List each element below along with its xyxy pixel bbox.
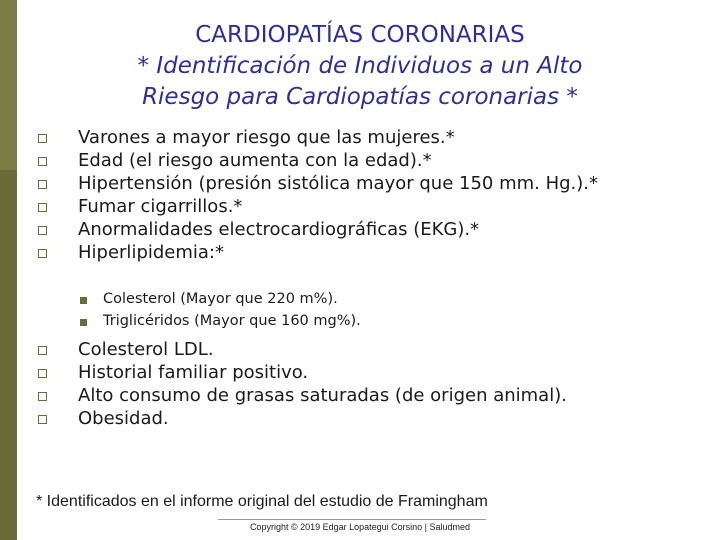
hollow-square-bullet-icon — [38, 369, 47, 378]
hollow-square-bullet-icon — [38, 203, 47, 212]
list-item — [38, 218, 598, 241]
list-item-text: Colesterol LDL. — [78, 339, 214, 360]
list-item — [38, 338, 567, 361]
list-item — [38, 361, 567, 384]
filled-square-bullet-icon — [80, 319, 87, 326]
list-item — [38, 195, 598, 218]
hollow-square-bullet-icon — [38, 157, 47, 166]
list-item-text: Alto consumo de grasas saturadas (de origen animal). — [78, 385, 567, 406]
copyright-notice: Copyright © 2019 Edgar Lopategui Corsino | Saludmed — [249, 522, 471, 532]
list-item-text: Anormalidades electrocardiográficas (EKG).* — [78, 219, 480, 240]
sub-list-item-text: Triglicéridos (Mayor que 160 mg%). — [103, 313, 361, 329]
slide-title — [30, 20, 690, 113]
list-item — [38, 172, 598, 195]
list-item-text: Hiperlipidemia:* — [78, 242, 224, 263]
list-item-text: Varones a mayor riesgo que las mujeres.* — [78, 127, 455, 148]
list-item — [38, 384, 567, 407]
filled-square-bullet-icon — [80, 297, 87, 304]
hollow-square-bullet-icon — [38, 180, 47, 189]
list-item — [38, 407, 567, 430]
title-line-2: * Identificación de Individuos a un Alto — [137, 53, 583, 79]
list-item-text: Obesidad. — [78, 408, 169, 429]
hollow-square-bullet-icon — [38, 415, 47, 424]
hollow-square-bullet-icon — [38, 226, 47, 235]
list-item-text: Edad (el riesgo aumenta con la edad).* — [78, 150, 432, 171]
hyperlipidemia-sublist — [80, 288, 361, 332]
list-item — [38, 241, 598, 264]
hollow-square-bullet-icon — [38, 249, 47, 258]
list-item-text: Hipertensión (presión sistólica mayor que 150 mm. Hg.).* — [78, 173, 599, 194]
title-line-1: CARDIOPATÍAS CORONARIAS — [195, 22, 525, 48]
footnote: * Identificados en el informe original del estudio de Framingham — [36, 493, 488, 510]
title-line-3: Riesgo para Cardiopatías coronarias * — [142, 84, 578, 110]
list-item — [38, 126, 598, 149]
risk-factor-list-continued — [38, 338, 567, 430]
sub-list-item-text: Colesterol (Mayor que 220 m%). — [103, 291, 338, 307]
list-item-text: Fumar cigarrillos.* — [78, 196, 243, 217]
hollow-square-bullet-icon — [38, 392, 47, 401]
list-item-text: Historial familiar positivo. — [78, 362, 309, 383]
sub-list-item — [80, 288, 361, 310]
list-item — [38, 149, 598, 172]
copyright-divider — [218, 519, 486, 520]
hollow-square-bullet-icon — [38, 134, 47, 143]
left-accent-bar-top — [0, 0, 17, 170]
risk-factor-list — [38, 126, 598, 264]
sub-list-item — [80, 310, 361, 332]
hollow-square-bullet-icon — [38, 346, 47, 355]
